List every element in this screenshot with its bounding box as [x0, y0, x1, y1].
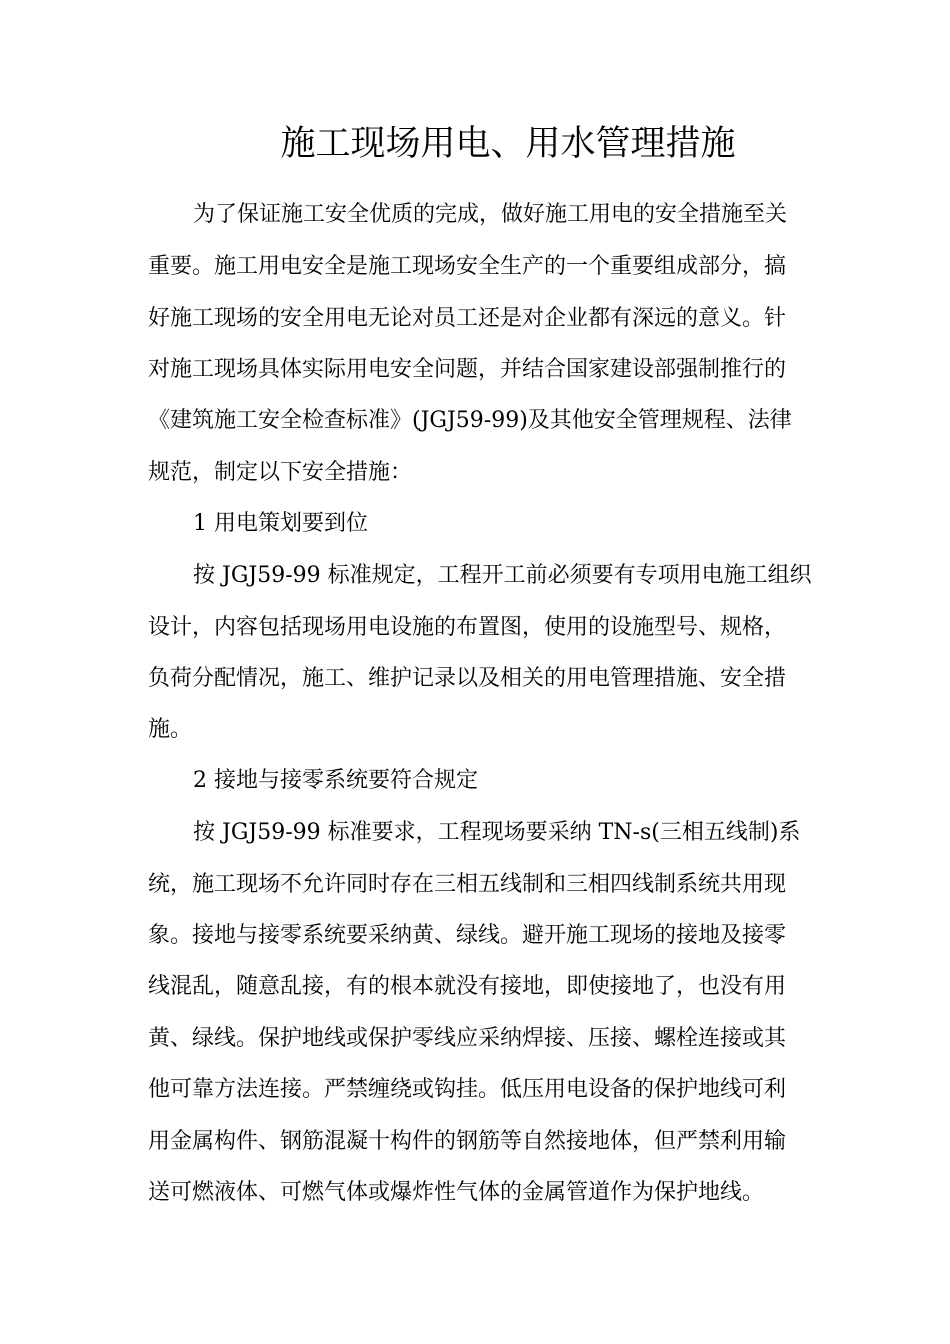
section-heading: 1 用电策划要到位 — [193, 511, 368, 536]
paragraph-line: 线混乱，随意乱接，有的根本就没有接地，即使接地了，也没有用 — [148, 974, 787, 999]
paragraph-line: 送可燃液体、可燃气体或爆炸性气体的金属管道作为保护地线。 — [148, 1180, 765, 1205]
section-heading: 2 接地与接零系统要符合规定 — [193, 768, 478, 793]
paragraph-line: 黄、绿线。保护地线或保护零线应采纳焊接、压接、螺栓连接或其 — [148, 1026, 787, 1051]
paragraph-line: 用金属构件、钢筋混凝十构件的钢筋等自然接地体，但严禁利用输 — [148, 1129, 787, 1154]
paragraph-line: 负荷分配情况，施工、维护记录以及相关的用电管理措施、安全措 — [148, 666, 787, 691]
paragraph-line: 重要。施工用电安全是施工现场安全生产的一个重要组成部分，搞 — [148, 254, 787, 279]
paragraph-line: 按 JGJ59-99 标准规定，工程开工前必须要有专项用电施工组织 — [193, 563, 812, 588]
paragraph-line: 设计，内容包括现场用电设施的布置图，使用的设施型号、规格， — [148, 615, 787, 640]
paragraph-line: 好施工现场的安全用电无论对员工还是对企业都有深远的意义。针 — [148, 306, 787, 331]
paragraph-line: 《建筑施工安全检查标准》(JGJ59-99)及其他安全管理规程、法律 — [148, 408, 792, 433]
paragraph-line: 象。接地与接零系统要采纳黄、绿线。避开施工现场的接地及接零 — [148, 923, 787, 948]
paragraph-line: 他可靠方法连接。严禁缠绕或钩挂。低压用电设备的保护地线可利 — [148, 1077, 787, 1102]
paragraph-line: 施。 — [148, 717, 193, 742]
document-title: 施工现场用电、用水管理措施 — [280, 124, 736, 164]
paragraph-line: 规范，制定以下安全措施： — [148, 460, 413, 485]
paragraph-line: 统，施工现场不允许同时存在三相五线制和三相四线制系统共用现 — [148, 872, 787, 897]
paragraph-line: 为了保证施工安全优质的完成，做好施工用电的安全措施至关 — [193, 202, 788, 227]
paragraph-line: 对施工现场具体实际用电安全问题，并结合国家建设部强制推行的 — [148, 357, 787, 382]
paragraph-line: 按 JGJ59-99 标准要求，工程现场要采纳 TN-s(三相五线制)系 — [193, 820, 801, 845]
